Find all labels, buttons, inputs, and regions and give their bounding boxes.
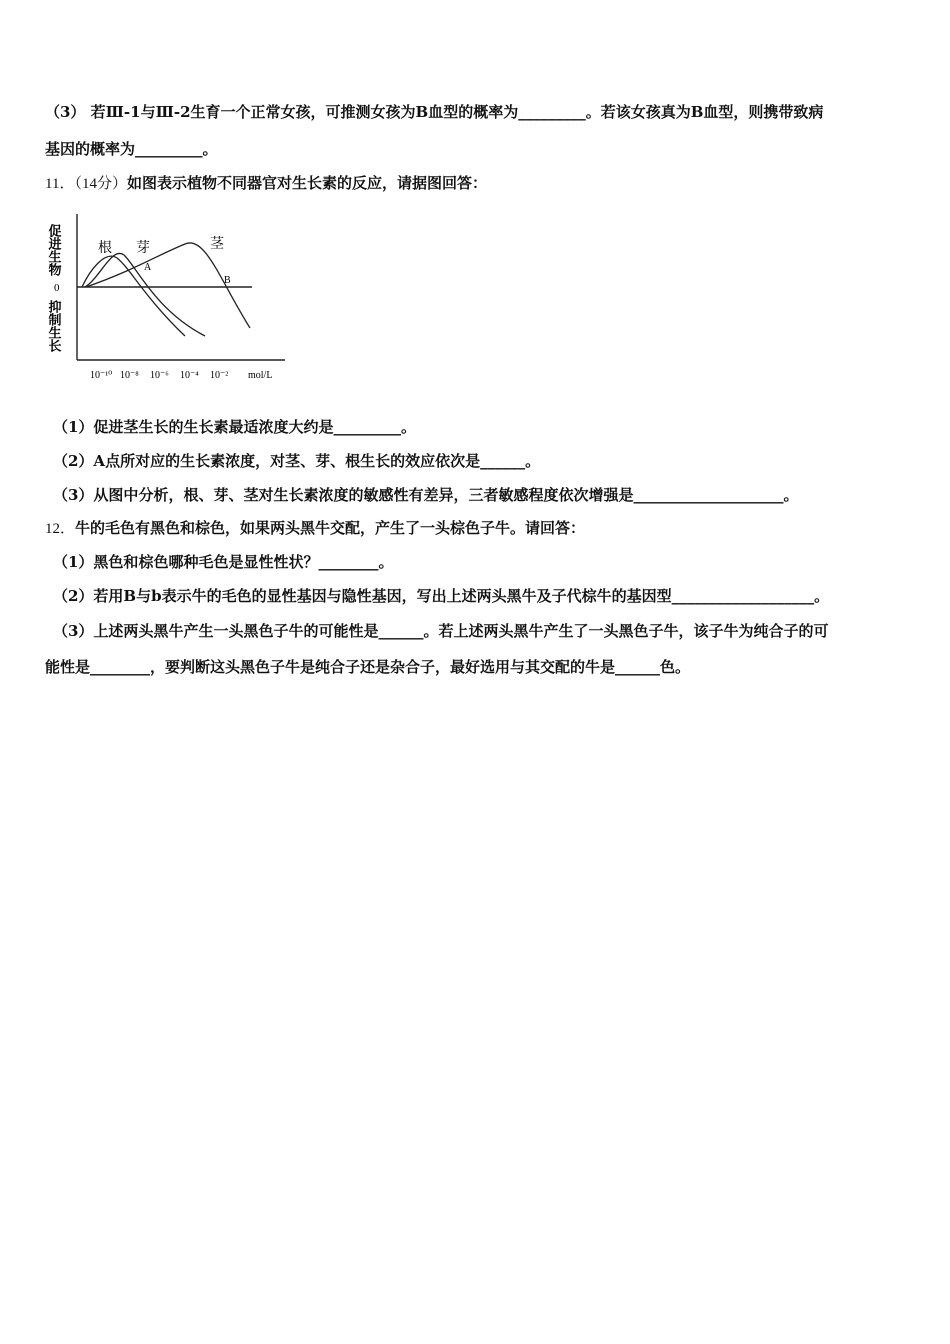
q11-question-3: （3）从图中分析，根、芽、茎对生长素浓度的敏感性有差异，三者敏感程度依次增强是____________________。	[53, 486, 799, 504]
q11-number: 11．	[45, 176, 75, 192]
y-axis-label-promote	[47, 223, 62, 277]
q12-number: 12．	[45, 521, 76, 537]
q12-header	[45, 518, 585, 539]
y-axis-label-inhibit	[47, 299, 62, 353]
y-label-bottom: 抑制生长	[46, 300, 62, 352]
x-tick-label: 10⁻⁸	[120, 370, 139, 381]
bud-label: 芽	[136, 241, 150, 256]
x-tick-label: 10⁻⁴	[180, 370, 199, 381]
y-label-zero: 0	[54, 282, 60, 294]
stem-label: 茎	[210, 237, 224, 252]
q11-score: （14分）	[74, 176, 127, 192]
x-tick-label: 10⁻²	[210, 370, 229, 381]
root-label: 根	[98, 241, 112, 256]
q10-part3-line1: （3） 若Ⅲ-1与Ⅲ-2生育一个正常女孩，可推测女孩为B血型的概率为_________。若该女孩真为B血型，则携带致病	[45, 103, 824, 121]
x-tick-labels	[90, 370, 228, 381]
x-tick-label: 10⁻⁶	[150, 370, 169, 381]
q12-question-3-line2: 能性是________，要判断这头黑色子牛是纯合子还是杂合子，最好选用与其交配的牛是______色。	[45, 658, 691, 676]
q11-question-2: （2）A点所对应的生长素浓度，对茎、芽、根生长的效应依次是______。	[53, 452, 541, 470]
q12-question-1: （1）黑色和棕色哪种毛色是显性性状？________。	[53, 553, 394, 571]
q11-header	[45, 174, 487, 194]
q11-stem: 如图表示植物不同器官对生长素的反应，请据图回答：	[126, 176, 487, 192]
q11-question-1: （1）促进茎生长的生长素最适浓度大约是_________。	[53, 418, 416, 436]
q10-part3-line2: 基因的概率为_________。	[45, 140, 218, 158]
x-tick-label: 10⁻¹⁰	[90, 370, 113, 381]
auxin-response-figure	[46, 210, 290, 388]
q12-question-3-line1: （3）上述两头黑牛产生一头黑色子牛的可能性是______。若上述两头黑牛产生了一头黑色子牛，该子牛为纯合子的可	[53, 622, 829, 640]
q12-stem: 牛的毛色有黑色和棕色，如果两头黑牛交配，产生了一头棕色子牛。请回答：	[75, 519, 586, 537]
x-unit-label: mol/L	[248, 370, 273, 381]
point-a-label: A	[144, 262, 152, 273]
q12-question-2: （2）若用B与b表示牛的毛色的显性基因与隐性基因，写出上述两头黑牛及子代棕牛的基因型___________________。	[53, 587, 830, 605]
point-b-label: B	[224, 275, 231, 286]
y-label-top: 促进生物	[46, 224, 62, 276]
